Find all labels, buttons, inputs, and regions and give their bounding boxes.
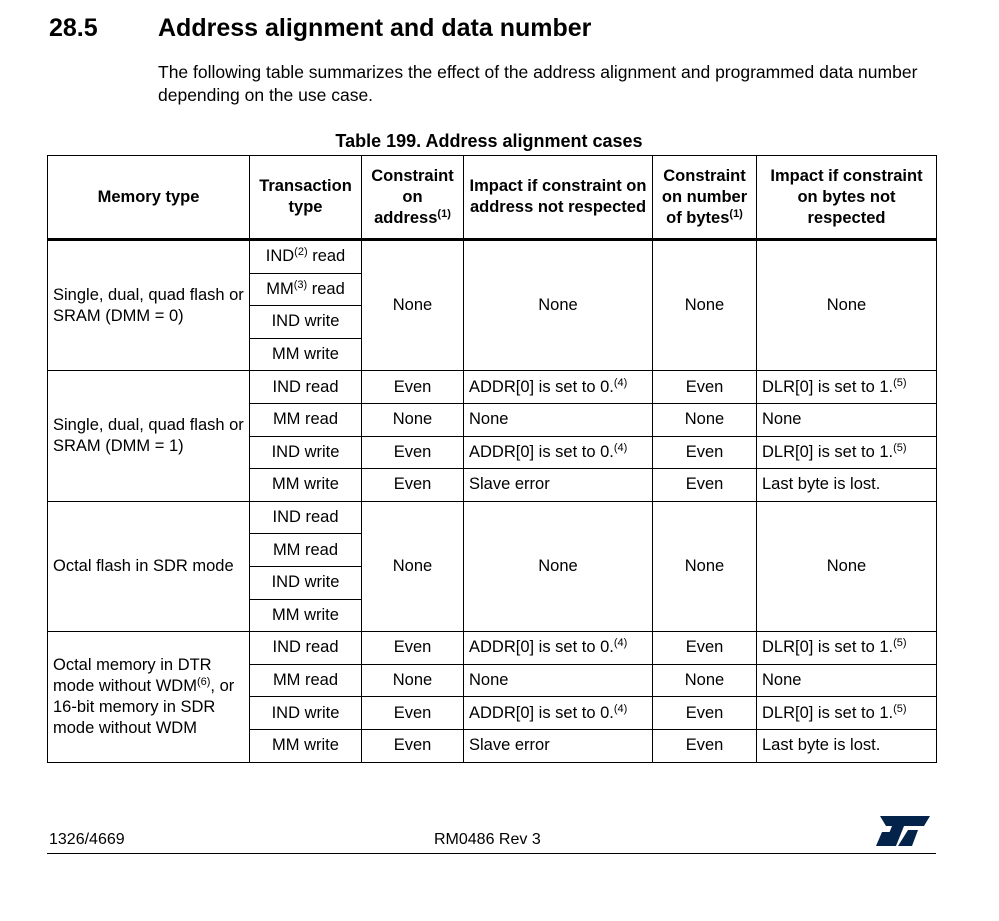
transaction-cell: IND read <box>250 371 362 404</box>
impact-address-cell: ADDR[0] is set to 0.$^{(4)}$ <box>464 371 653 404</box>
memory-type-cell: Single, dual, quad flash or SRAM (DMM = 0) <box>48 240 250 371</box>
impact-bytes-cell: None <box>757 240 937 371</box>
impact-bytes-cell: DLR[0] is set to 1.$^{(5)}$ <box>757 632 937 665</box>
impact-bytes-cell: None <box>757 664 937 697</box>
transaction-cell: IND read <box>250 501 362 534</box>
table-header-row <box>48 156 937 240</box>
transaction-cell: IND write <box>250 306 362 339</box>
impact-bytes-cell: Last byte is lost. <box>757 469 937 502</box>
constraint-address-cell: Even <box>362 697 464 730</box>
constraint-bytes-cell: None <box>653 240 757 371</box>
constraint-address-cell: Even <box>362 436 464 469</box>
transaction-cell: MM write <box>250 729 362 762</box>
constraint-bytes-cell: Even <box>653 697 757 730</box>
header-impact-address: Impact if constraint on address not respected <box>464 156 653 240</box>
constraint-bytes-cell: None <box>653 501 757 631</box>
constraint-address-cell: Even <box>362 469 464 502</box>
header-constraint-bytes: Constraint on number of bytes$^{(1)}$ <box>653 156 757 240</box>
constraint-address-cell: None <box>362 403 464 436</box>
constraint-bytes-cell: Even <box>653 371 757 404</box>
section-title: Address alignment and data number <box>158 14 592 42</box>
constraint-bytes-cell: None <box>653 664 757 697</box>
transaction-cell: IND$^{(2)}$ read <box>250 240 362 274</box>
table-row <box>48 632 937 665</box>
table-row <box>48 240 937 274</box>
transaction-cell: MM write <box>250 599 362 632</box>
transaction-cell: MM read <box>250 664 362 697</box>
header-impact-bytes: Impact if constraint on bytes not respected <box>757 156 937 240</box>
impact-address-cell: None <box>464 240 653 371</box>
constraint-address-cell: Even <box>362 729 464 762</box>
impact-bytes-cell: DLR[0] is set to 1.$^{(5)}$ <box>757 697 937 730</box>
header-transaction-type: Transaction type <box>250 156 362 240</box>
impact-bytes-cell: Last byte is lost. <box>757 729 937 762</box>
impact-bytes-cell: DLR[0] is set to 1.$^{(5)}$ <box>757 436 937 469</box>
memory-type-cell: Octal memory in DTR mode without WDM$^{(6)}$, or 16-bit memory in SDR mode without WDM <box>48 632 250 762</box>
constraint-bytes-cell: None <box>653 403 757 436</box>
table-row <box>48 371 937 404</box>
constraint-bytes-cell: Even <box>653 469 757 502</box>
constraint-address-cell: None <box>362 501 464 631</box>
constraint-address-cell: None <box>362 664 464 697</box>
impact-address-cell: Slave error <box>464 469 653 502</box>
table-caption: Table 199. Address alignment cases <box>335 131 643 151</box>
impact-address-cell: ADDR[0] is set to 0.$^{(4)}$ <box>464 632 653 665</box>
transaction-cell: IND write <box>250 436 362 469</box>
page-number: 1326/4669 <box>49 831 125 848</box>
impact-bytes-cell: None <box>757 403 937 436</box>
impact-address-cell: None <box>464 403 653 436</box>
impact-address-cell: None <box>464 664 653 697</box>
address-alignment-table <box>47 155 937 763</box>
section-number: 28.5 <box>49 14 98 42</box>
transaction-cell: MM$^{(3)}$ read <box>250 273 362 306</box>
transaction-cell: IND write <box>250 566 362 599</box>
constraint-bytes-cell: Even <box>653 729 757 762</box>
memory-type-cell: Octal flash in SDR mode <box>48 501 250 631</box>
footer-divider <box>47 853 936 854</box>
header-memory-type: Memory type <box>48 156 250 240</box>
document-reference: RM0486 Rev 3 <box>434 831 541 848</box>
constraint-address-cell: None <box>362 240 464 371</box>
transaction-cell: IND read <box>250 632 362 665</box>
constraint-bytes-cell: Even <box>653 436 757 469</box>
memory-type-cell: Single, dual, quad flash or SRAM (DMM = 1) <box>48 371 250 501</box>
transaction-cell: IND write <box>250 697 362 730</box>
impact-bytes-cell: DLR[0] is set to 1.$^{(5)}$ <box>757 371 937 404</box>
table-row <box>48 501 937 534</box>
impact-address-cell: Slave error <box>464 729 653 762</box>
st-logo-icon <box>872 814 932 853</box>
constraint-address-cell: Even <box>362 371 464 404</box>
section-intro: The following table summarizes the effect of the address alignment and programmed data number depending on the use case. <box>158 62 918 105</box>
constraint-bytes-cell: Even <box>653 632 757 665</box>
impact-address-cell: ADDR[0] is set to 0.$^{(4)}$ <box>464 436 653 469</box>
impact-address-cell: None <box>464 501 653 631</box>
constraint-address-cell: Even <box>362 632 464 665</box>
transaction-cell: MM read <box>250 534 362 567</box>
transaction-cell: MM read <box>250 403 362 436</box>
header-constraint-address: Constraint on address$^{(1)}$ <box>362 156 464 240</box>
impact-bytes-cell: None <box>757 501 937 631</box>
transaction-cell: MM write <box>250 338 362 371</box>
transaction-cell: MM write <box>250 469 362 502</box>
impact-address-cell: ADDR[0] is set to 0.$^{(4)}$ <box>464 697 653 730</box>
